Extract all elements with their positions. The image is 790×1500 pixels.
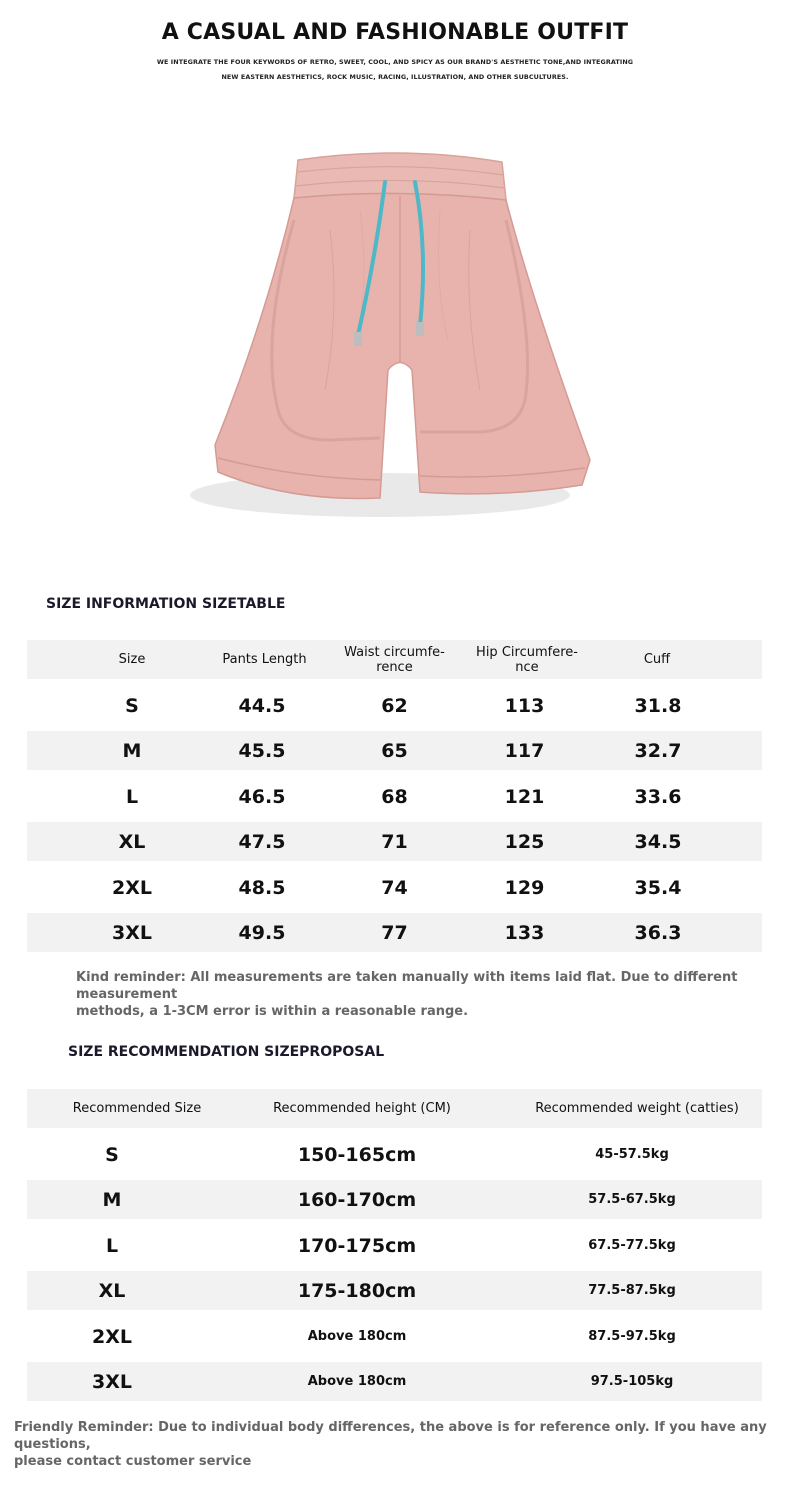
friendly-reminder-line-2: please contact customer service	[14, 1454, 252, 1469]
reminder-line-1: Kind reminder: All measurements are taken manually with items laid flat. Due to different measurement	[76, 970, 738, 1002]
shorts-illustration	[180, 140, 620, 540]
cell-height: 150-165cm	[297, 1143, 417, 1166]
header-pants-length: Pants Length	[222, 652, 307, 667]
subtitle-line-1: WE INTEGRATE THE FOUR KEYWORDS OF RETRO, SWEET, COOL, AND SPICY AS OUR BRAND'S AESTHETIC TONE,AND INTEGRATING	[156, 58, 634, 66]
header-recommended-size: Recommended Size	[72, 1101, 202, 1116]
table-row	[27, 868, 762, 907]
table-row	[27, 1317, 762, 1356]
cell-waist: 77	[381, 921, 408, 944]
product-image-shorts	[180, 140, 620, 540]
cell-size: XL	[98, 1279, 126, 1302]
size-table-title: SIZE INFORMATION SIZETABLE	[46, 596, 286, 612]
cell-weight: 77.5-87.5kg	[588, 1283, 676, 1298]
cell-cuff: 32.7	[634, 739, 682, 762]
cell-length: 46.5	[238, 785, 286, 808]
header-waist: Waist circumfe- rence	[344, 644, 445, 675]
table-row	[27, 1135, 762, 1174]
table-row	[27, 777, 762, 816]
cell-height: 170-175cm	[297, 1234, 417, 1257]
cell-waist: 68	[381, 785, 408, 808]
cell-hip: 125	[504, 830, 545, 853]
size-table-header-row	[27, 640, 762, 679]
cell-weight: 97.5-105kg	[590, 1374, 674, 1389]
cell-size: M	[102, 1188, 122, 1211]
cell-hip: 121	[504, 785, 545, 808]
cell-length: 44.5	[238, 694, 286, 717]
header-size: Size	[118, 652, 146, 667]
cell-weight: 45-57.5kg	[595, 1147, 669, 1162]
cell-size: 3XL	[92, 1370, 132, 1393]
cell-weight: 57.5-67.5kg	[588, 1192, 676, 1207]
table-row	[27, 822, 762, 861]
cell-size: 2XL	[112, 876, 152, 899]
cell-hip: 129	[504, 876, 545, 899]
cell-length: 49.5	[238, 921, 286, 944]
cell-height: 160-170cm	[297, 1188, 417, 1211]
table-row	[27, 731, 762, 770]
cell-size: L	[105, 1234, 119, 1257]
cell-size: XL	[118, 830, 146, 853]
table-row	[27, 1271, 762, 1310]
cell-weight: 67.5-77.5kg	[588, 1238, 676, 1253]
cell-weight: 87.5-97.5kg	[588, 1329, 676, 1344]
cell-waist: 74	[381, 876, 408, 899]
page-title: A CASUAL AND FASHIONABLE OUTFIT	[161, 20, 629, 45]
reminder-line-2: methods, a 1-3CM error is within a reasonable range.	[76, 1004, 469, 1019]
cell-size: 3XL	[112, 921, 152, 944]
cell-size: L	[125, 785, 139, 808]
cell-height: Above 180cm	[307, 1329, 407, 1344]
cell-cuff: 36.3	[634, 921, 682, 944]
cell-size: M	[122, 739, 142, 762]
cell-cuff: 35.4	[634, 876, 682, 899]
table-row	[27, 686, 762, 725]
header-cuff: Cuff	[643, 652, 671, 667]
header-hip: Hip Circumfere- nce	[476, 644, 578, 675]
cell-size: 2XL	[92, 1325, 132, 1348]
cell-hip: 117	[504, 739, 545, 762]
cell-hip: 113	[504, 694, 545, 717]
measurement-reminder	[76, 969, 786, 1020]
table-row	[27, 1362, 762, 1401]
cell-waist: 65	[381, 739, 408, 762]
cell-length: 48.5	[238, 876, 286, 899]
header-recommended-weight: Recommended weight (catties)	[535, 1101, 739, 1116]
cell-height: Above 180cm	[307, 1374, 407, 1389]
cell-cuff: 34.5	[634, 830, 682, 853]
cell-size: S	[125, 694, 139, 717]
cell-length: 47.5	[238, 830, 286, 853]
cell-height: 175-180cm	[297, 1279, 417, 1302]
friendly-reminder	[14, 1419, 786, 1470]
recommendation-table-title: SIZE RECOMMENDATION SIZEPROPOSAL	[68, 1044, 385, 1060]
subtitle-line-2: NEW EASTERN AESTHETICS, ROCK MUSIC, RACING, ILLUSTRATION, AND OTHER SUBCULTURES.	[221, 73, 569, 81]
header-recommended-height: Recommended height (CM)	[273, 1101, 451, 1116]
table-row	[27, 1180, 762, 1219]
table-row	[27, 1226, 762, 1265]
cell-cuff: 33.6	[634, 785, 682, 808]
cell-hip: 133	[504, 921, 545, 944]
cell-length: 45.5	[238, 739, 286, 762]
cell-waist: 62	[381, 694, 408, 717]
cell-waist: 71	[381, 830, 408, 853]
recommendation-header-row	[27, 1089, 762, 1128]
cell-size: S	[105, 1143, 119, 1166]
cell-cuff: 31.8	[634, 694, 682, 717]
table-row	[27, 913, 762, 952]
friendly-reminder-line-1: Friendly Reminder: Due to individual body differences, the above is for reference only. If you have any questions,	[14, 1420, 767, 1452]
